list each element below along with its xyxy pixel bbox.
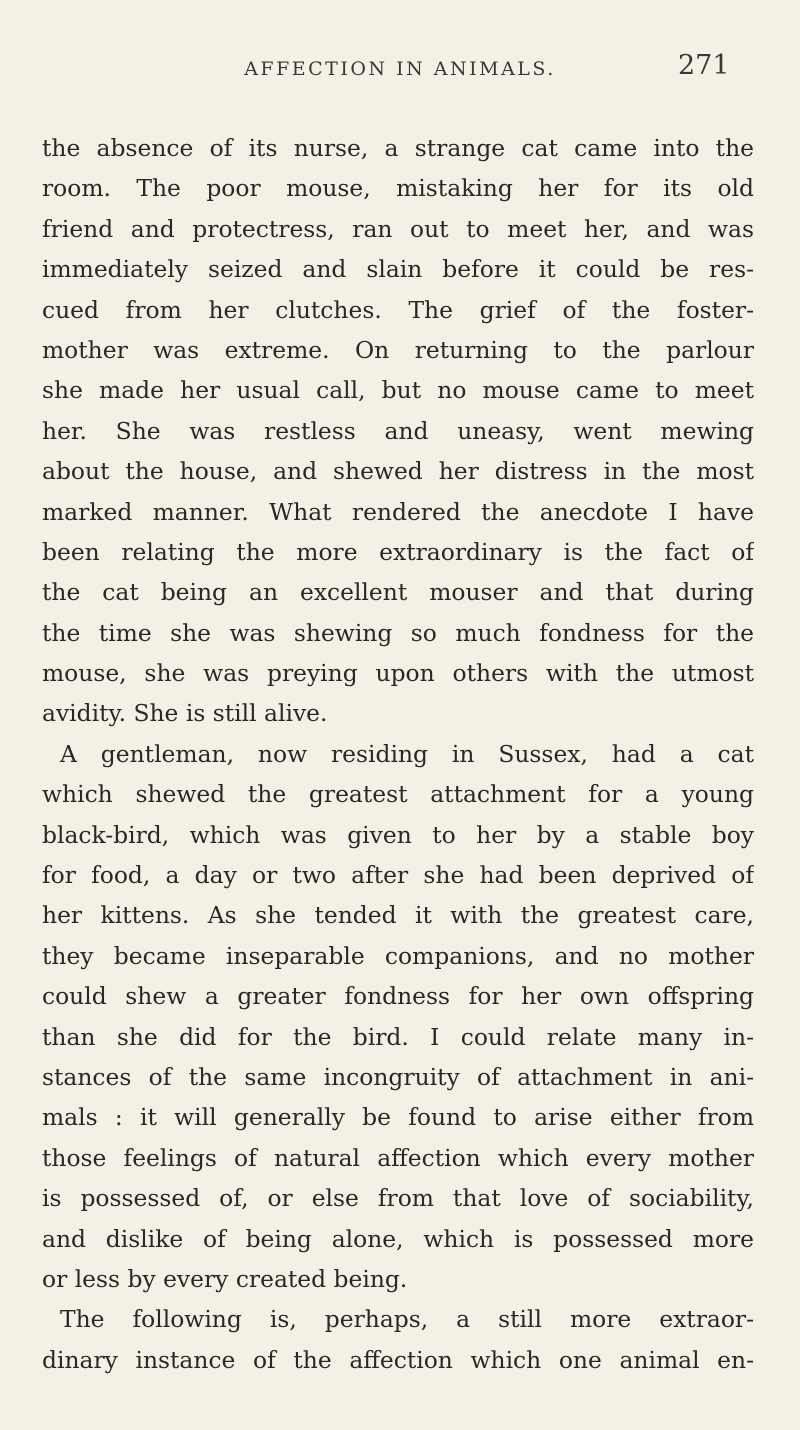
text-line: the time she was shewing so much fondness for the [42, 618, 754, 647]
text-line: and dislike of being alone, which is possessed more [42, 1224, 754, 1253]
text-line: mals : it will generally be found to arise either from [42, 1103, 754, 1132]
text-line: than she did for the bird. I could relate many in- [42, 1022, 754, 1051]
text-line: the cat being an excellent mouser and that during [42, 578, 754, 607]
text-line: been relating the more extraordinary is the fact of [42, 537, 754, 566]
body-text [42, 128, 754, 1380]
text-line: black-bird, which was given to her by a stable boy [42, 820, 754, 849]
running-header-title: AFFECTION IN ANIMALS. [244, 58, 556, 80]
paragraph-start-line: A gentleman, now residing in Sussex, had a cat [60, 739, 754, 768]
text-line: room. The poor mouse, mistaking her for its old [42, 174, 754, 203]
text-line: could shew a greater fondness for her own offspring [42, 982, 754, 1011]
text-line: about the house, and shewed her distress in the most [42, 457, 754, 486]
paragraph-end-line: avidity. She is still alive. [42, 699, 328, 728]
text-line: marked manner. What rendered the anecdote I have [42, 497, 754, 526]
paragraph-end-line: or less by every created being. [42, 1264, 408, 1293]
text-line: she made her usual call, but no mouse came to meet [42, 376, 754, 405]
text-line: mouse, she was preying upon others with the utmost [42, 659, 754, 688]
text-line: which shewed the greatest attachment for a young [42, 780, 754, 809]
text-line: cued from her clutches. The grief of the foster- [42, 295, 754, 324]
text-line: friend and protectress, ran out to meet her, and was [42, 214, 754, 243]
text-line: those feelings of natural affection which every mother [42, 1143, 754, 1172]
text-line: is possessed of, or else from that love of sociability, [42, 1184, 754, 1213]
text-line: mother was extreme. On returning to the parlour [42, 335, 754, 364]
text-line: for food, a day or two after she had been deprived of [42, 861, 754, 890]
text-line: the absence of its nurse, a strange cat came into the [42, 134, 754, 162]
text-line: stances of the same incongruity of attachment in ani- [42, 1062, 754, 1091]
text-line: her. She was restless and uneasy, went mewing [42, 416, 754, 445]
page-number: 271 [678, 50, 730, 81]
paragraph-start-line: The following is, perhaps, a still more extraor- [60, 1305, 754, 1334]
text-line: they became inseparable companions, and no mother [42, 941, 754, 970]
text-line: dinary instance of the affection which one animal en- [42, 1345, 754, 1374]
text-line: her kittens. As she tended it with the greatest care, [42, 901, 754, 930]
text-line: immediately seized and slain before it could be res- [42, 255, 754, 284]
